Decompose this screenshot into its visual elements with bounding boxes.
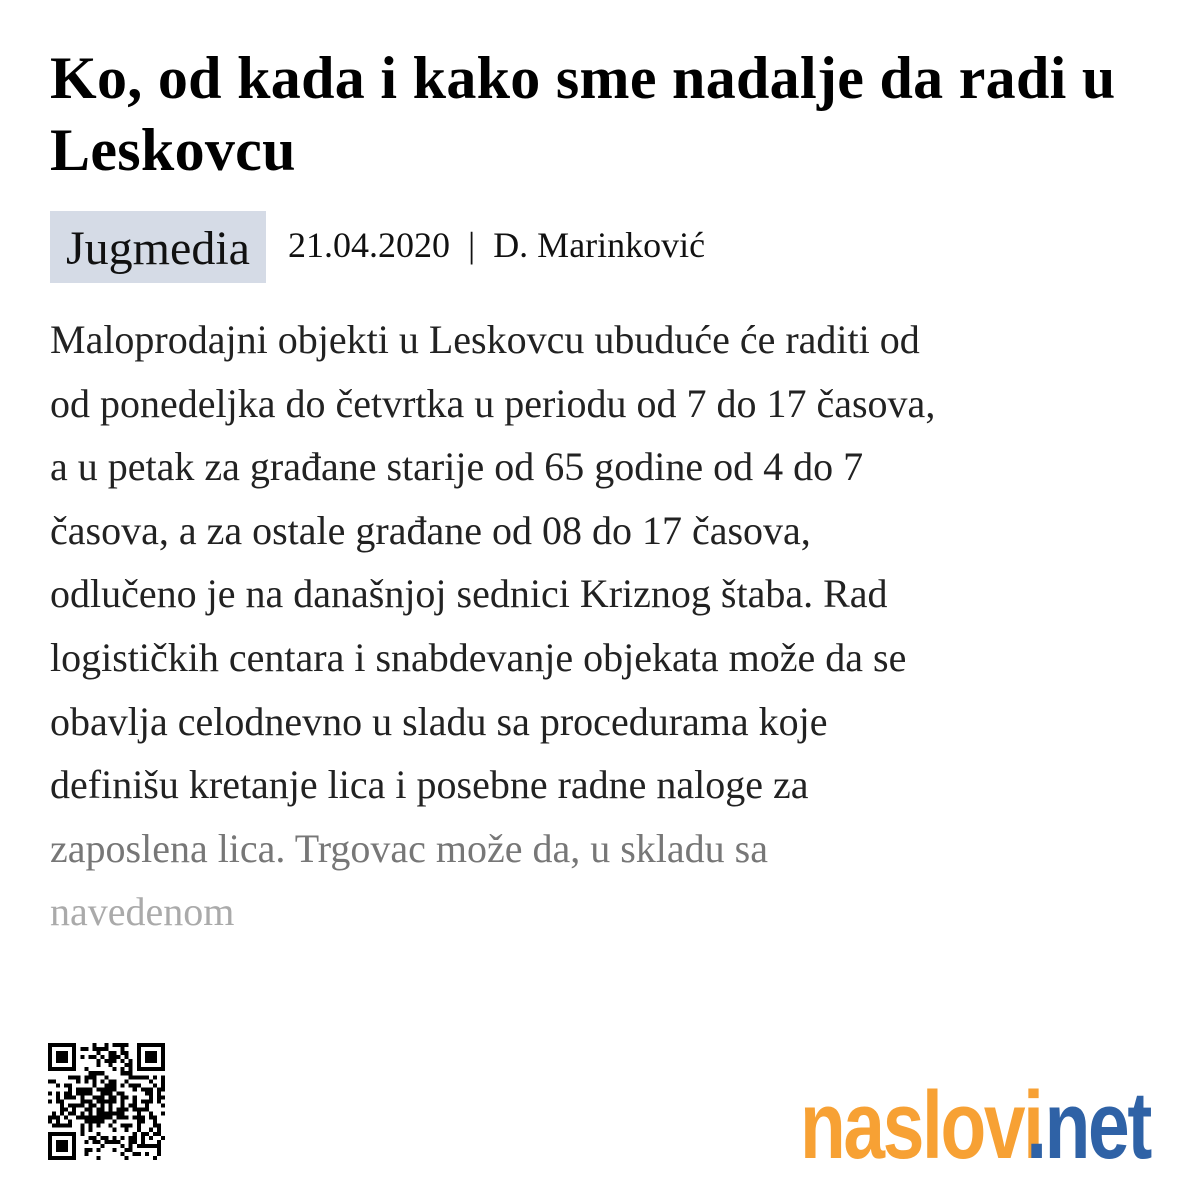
lede-line: od ponedeljka do četvrtka u periodu od 7 do 17 časova, xyxy=(50,380,936,426)
lede-line-faded: navedenom xyxy=(50,889,235,935)
lede-line: logističkih centara i snabdevanje objekata može da se xyxy=(50,634,907,680)
author-name: D. Marinković xyxy=(493,225,706,265)
source-badge[interactable]: Jugmedia xyxy=(50,211,266,283)
qr-code-icon[interactable] xyxy=(48,1040,165,1163)
lede-line: odlučeno je na današnjoj sednici Kriznog štaba. Rad xyxy=(50,571,888,617)
article-lede xyxy=(50,308,1160,944)
lede-line: časova, a za ostale građane od 08 do 17 časova, xyxy=(50,507,811,553)
lede-line: Maloprodajni objekti u Leskovcu ubuduće će raditi od xyxy=(50,317,920,362)
article-title: Ko, od kada i kako sme nadalje da radi u Leskovcu xyxy=(50,45,1116,183)
article-meta xyxy=(50,211,705,283)
publish-date: 21.04.2020 xyxy=(287,225,450,265)
meta-separator: | xyxy=(467,225,476,265)
lede-line: a u petak za građane starije od 65 godine od 4 do 7 xyxy=(50,444,864,490)
logo-main-text: naslovi xyxy=(800,1072,1042,1178)
logo-tld-text: .net xyxy=(1026,1072,1150,1178)
meta-line xyxy=(288,223,705,267)
naslovi-logo[interactable] xyxy=(800,1058,1170,1178)
lede-line: definišu kretanje lica i posebne radne naloge za xyxy=(50,762,809,808)
lede-line: obavlja celodnevno u sladu sa procedurama koje xyxy=(50,698,828,744)
lede-line-faded: zaposlena lica. Trgovac može da, u skladu sa xyxy=(50,825,768,871)
